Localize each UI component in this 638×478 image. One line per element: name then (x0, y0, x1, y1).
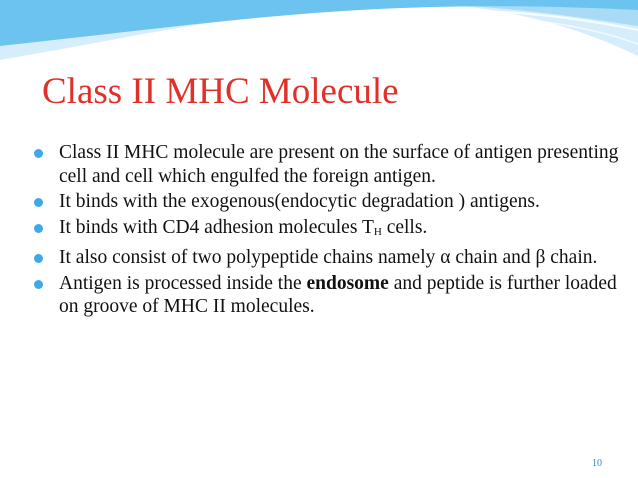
bullet-dot-icon (34, 198, 43, 207)
bullet-item (34, 141, 624, 188)
bullet-item (34, 190, 624, 214)
bullet-dot-icon (34, 224, 43, 233)
bullet-list (34, 141, 624, 321)
bullet-text-tail: cells. (381, 216, 428, 238)
bullet-dot-icon (34, 149, 43, 158)
bullet-text: It also consist of two polypeptide chains namely α chain and β chain. (59, 247, 598, 268)
header-wave-decoration (0, 0, 638, 80)
bullet-item (34, 216, 624, 245)
bullet-text: It binds with the exogenous(endocytic degradation ) antigens. (59, 191, 540, 212)
page-number: 10 (592, 458, 602, 469)
bullet-item (34, 272, 624, 319)
slide-title: Class II MHC Molecule (42, 71, 399, 112)
subscript-h: H (373, 225, 382, 238)
bullet-dot-icon (34, 254, 43, 263)
bullet-text-tail: and peptide is further loaded on groove of MHC II molecules. (59, 272, 617, 317)
bullet-item (34, 246, 624, 270)
bullet-dot-icon (34, 280, 43, 289)
bullet-text: It binds with CD4 adhesion molecules T (59, 216, 374, 238)
emphasis-endosome: endosome (306, 272, 389, 294)
bullet-text: Antigen is processed inside the (59, 272, 307, 294)
bullet-text: Class II MHC molecule are present on the surface of antigen presenting cell and cell which engulfed the foreign antigen. (59, 142, 619, 187)
